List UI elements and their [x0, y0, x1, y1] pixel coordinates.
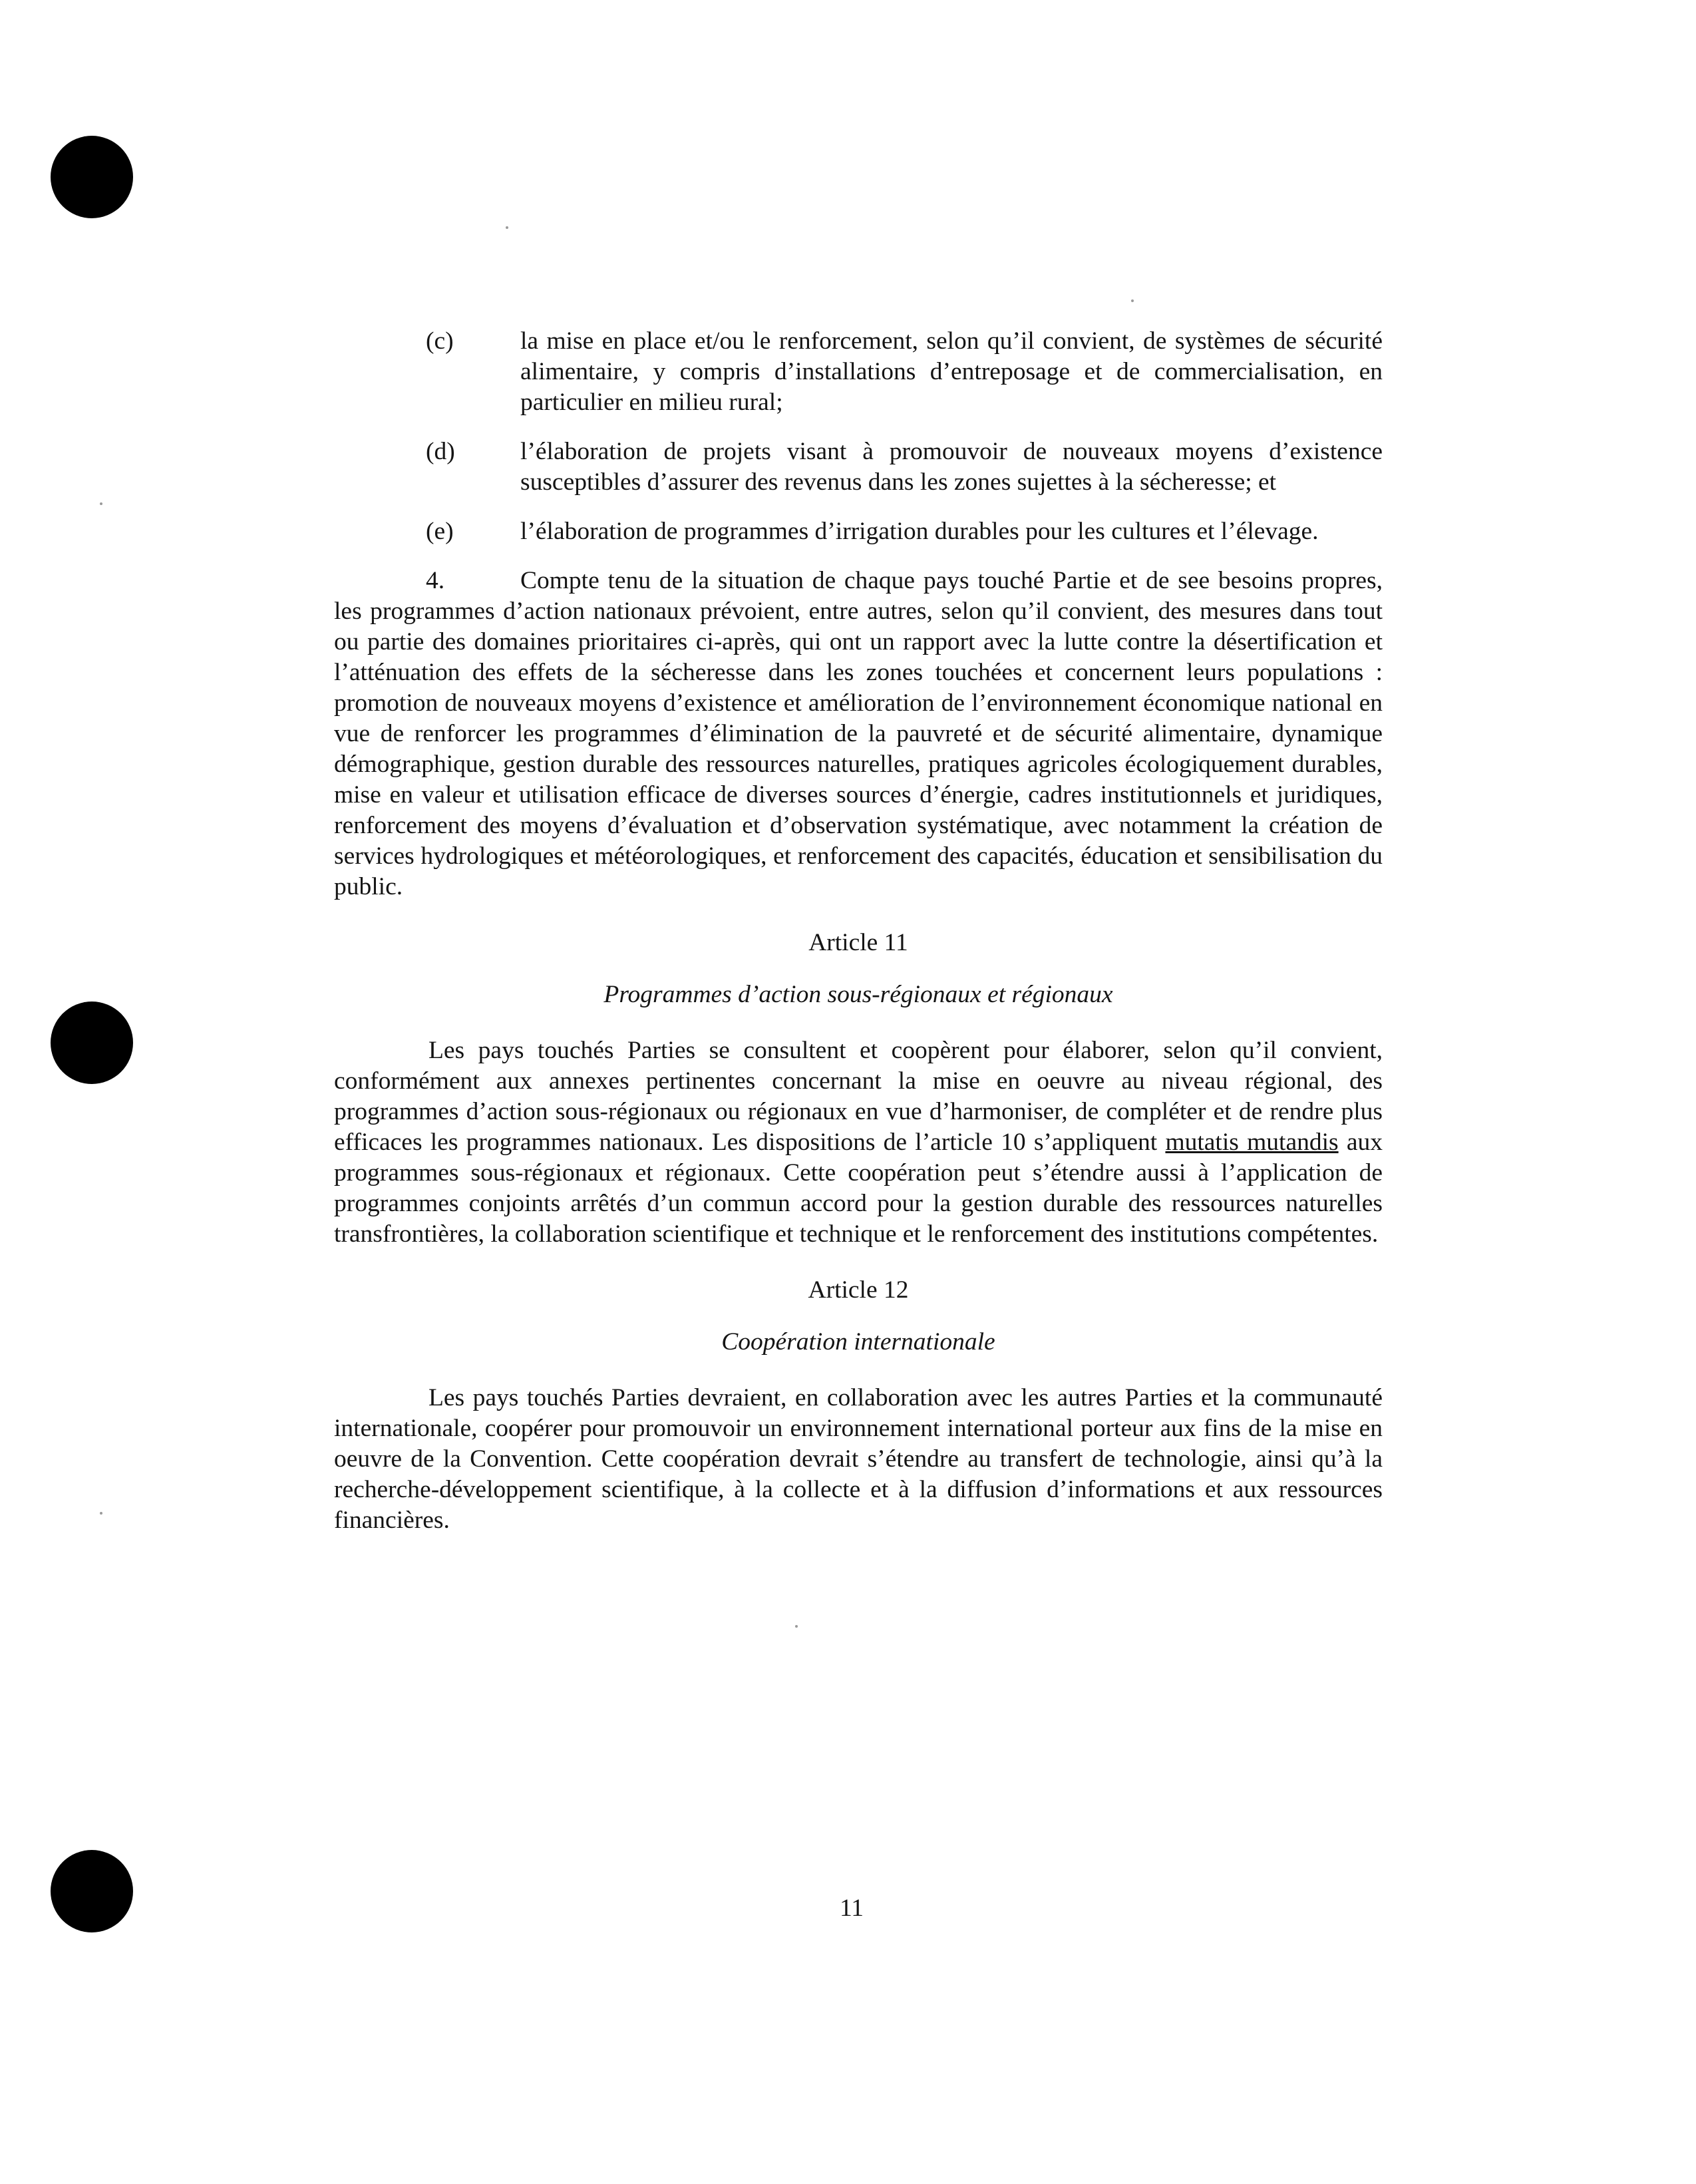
punch-hole-bottom: [51, 1850, 133, 1932]
list-item-c: [334, 326, 1383, 418]
scan-speck: [100, 502, 102, 505]
scan-speck: [795, 1625, 798, 1628]
scan-speck: [506, 226, 508, 229]
article-11-subtitle: Programmes d’action sous-régionaux et régionaux: [603, 981, 1113, 1008]
article-11-heading: Article 11: [808, 929, 908, 956]
list-item-e: [334, 516, 1383, 547]
document-body: [334, 326, 1383, 1536]
paragraph-number: 4.: [426, 567, 445, 594]
paragraph-text: Les pays touchés Parties se consultent et coopèrent pour élaborer, selon qu’il convient, conformément aux annexes pertinentes concernant la mise en oeuvre au niveau régional, des programmes d’action sous-régionaux ou régionaux en vue d’harmoniser, de compléter et de rendre plus efficaces les programmes nationaux. Les dispositions de l’article 10 s’appliquent: [334, 1037, 1383, 1156]
list-item-text: la mise en place et/ou le renforcement, selon qu’il convient, de systèmes de sécurité alimentaire, y compris d’installations d’entreposage et de commercialisation, en particulier en milieu rural;: [520, 327, 1383, 416]
list-marker: (e): [426, 518, 454, 545]
page-number: 11: [839, 1895, 864, 1922]
list-item-d: [334, 437, 1383, 498]
punch-hole-middle: [51, 1001, 133, 1084]
article-11-paragraph: [334, 1035, 1383, 1250]
paragraph-4: [334, 566, 1383, 902]
article-12-heading: Article 12: [808, 1276, 909, 1304]
article-12-paragraph: Les pays touchés Parties devraient, en collaboration avec les autres Parties et la communauté internationale, coopérer pour promouvoir un environnement international porteur aux fins de la mise en oeuvre de la Convention. Cette coopération devrait s’étendre au transfert de technologie, ainsi qu’à la recherche-développement scientifique, à la collecte et à la diffusion d’informations et aux ressources financières.: [334, 1384, 1383, 1534]
punch-hole-top: [51, 136, 133, 218]
paragraph-text: Compte tenu de la situation de chaque pays touché Partie et de see besoins propres, les programmes d’action nationaux prévoient, entre autres, selon qu’il convient, des mesures dans tout ou partie des domaines prioritaires ci-après, qui ont un rapport avec la lutte contre la désertification et l’atténuation des effets de la sécheresse dans les zones touchées et concernent leurs populations : promotion de nouveaux moyens d’existence et amélioration de l’environnement économique national en vue de renforcer les programmes d’élimination de la pauvreté et de sécurité alimentaire, dynamique démographique, gestion durable des ressources naturelles, pratiques agricoles écologiquement durables, mise en valeur et utilisation efficace de diverses sources d’énergie, cadres institutionnels et juridiques, renforcement des moyens d’évaluation et d’observation systématique, avec notamment la création de services hydrologiques et météorologiques, et renforcement des capacités, éducation et sensibilisation du public.: [334, 567, 1383, 900]
paragraph-text: aux programmes sous-régionaux et régionaux. Cette coopération peut s’étendre aussi à l’application de programmes conjoints arrêtés d’un commun accord pour la gestion durable des ressources naturelles transfrontières, la collaboration scientifique et technique et le renforcement des institutions compétentes.: [334, 1129, 1383, 1248]
scan-speck: [1131, 299, 1134, 302]
list-item-text: l’élaboration de programmes d’irrigation durables pour les cultures et l’élevage.: [520, 518, 1319, 545]
article-12-subtitle: Coopération internationale: [721, 1328, 995, 1356]
list-item-text: l’élaboration de projets visant à promouvoir de nouveaux moyens d’existence susceptibles d’assurer des revenus dans les zones sujettes à la sécheresse; et: [520, 438, 1383, 496]
list-marker: (d): [426, 438, 455, 465]
scan-speck: [100, 1512, 102, 1515]
underlined-phrase: mutatis mutandis: [1165, 1129, 1339, 1156]
list-marker: (c): [426, 327, 454, 355]
